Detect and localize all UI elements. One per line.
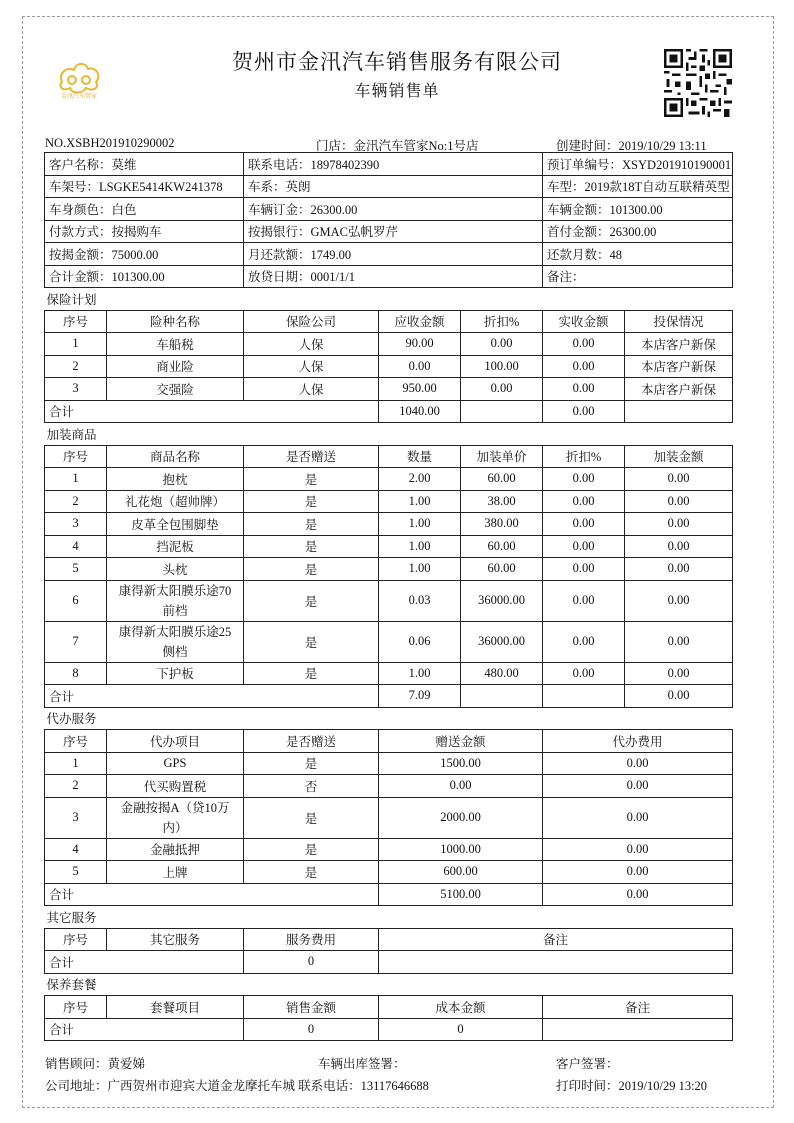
cell: 0.00: [543, 513, 625, 536]
car-deposit: 车辆订金：26300.00: [244, 198, 543, 221]
col-header: 序号: [45, 310, 107, 333]
total-row: [45, 400, 733, 423]
cell: 是: [244, 468, 379, 491]
cell: 0.00: [543, 468, 625, 491]
cell: [543, 1018, 733, 1041]
sales-advisor: 销售顾问：黄爱娣: [45, 1057, 146, 1071]
total-label: 合计: [45, 400, 379, 423]
cell: 5: [45, 558, 107, 581]
loan-amount: 按揭金额：75000.00: [45, 243, 244, 266]
cell: 0.00: [543, 838, 733, 861]
cell: [461, 400, 543, 423]
table-row: [45, 355, 733, 378]
table-row: [45, 558, 733, 581]
cell: 1: [45, 752, 107, 775]
store-name: 门店：金汛汽车管家No:1号店: [316, 139, 479, 153]
table-row: [45, 752, 733, 775]
col-header: 销售金额: [244, 996, 379, 1019]
total-receivable: 1040.00: [379, 400, 461, 423]
cell: 0.00: [543, 490, 625, 513]
cell: 3: [45, 513, 107, 536]
cell: 挡泥板: [107, 535, 244, 558]
cell: 人保: [244, 333, 379, 356]
col-header: 序号: [45, 996, 107, 1019]
cell: 1000.00: [379, 838, 543, 861]
cell: 0.00: [625, 580, 733, 621]
cell: 金融按揭A（贷10万内）: [107, 797, 244, 838]
customer-name: 客户名称：莫维: [45, 153, 244, 176]
cell: 0.00: [625, 468, 733, 491]
cell: 7: [45, 621, 107, 662]
table-row: [45, 797, 733, 838]
total-received: 0.00: [543, 400, 625, 423]
cell: 0.00: [543, 621, 625, 662]
table-row: [45, 490, 733, 513]
cell: 2: [45, 775, 107, 798]
cell: 本店客户新保: [625, 333, 733, 356]
total-row: [45, 685, 733, 708]
cell: 头枕: [107, 558, 244, 581]
table-row: [45, 838, 733, 861]
cell: 1: [45, 333, 107, 356]
cell: 是: [244, 861, 379, 884]
col-header: 代办项目: [107, 730, 244, 753]
repayment-months: 还款月数：48: [543, 243, 733, 266]
cell: 车船税: [107, 333, 244, 356]
other-header: [45, 928, 733, 951]
print-time: 打印时间：2019/10/29 13:20: [556, 1079, 708, 1093]
cell: 0.00: [625, 513, 733, 536]
cell: 1500.00: [379, 752, 543, 775]
customer-signature: 客户签署：: [556, 1057, 619, 1071]
col-header: 折扣%: [461, 310, 543, 333]
cell: 0.00: [379, 355, 461, 378]
cell: 1.00: [379, 535, 461, 558]
total-accessory-amount: 0.00: [625, 685, 733, 708]
cell: 38.00: [461, 490, 543, 513]
col-header: 应收金额: [379, 310, 461, 333]
company-title: 贺州市金汛汽车销售服务有限公司: [232, 50, 562, 74]
cell: 是: [244, 535, 379, 558]
cell: 上牌: [107, 861, 244, 884]
cell: 本店客户新保: [625, 355, 733, 378]
remark: 备注：: [543, 265, 733, 288]
form-title: 车辆销售单: [354, 83, 440, 100]
cell: 康得新太阳膜乐途25侧档: [107, 621, 244, 662]
col-header: 加装单价: [461, 445, 543, 468]
cell: 下护板: [107, 662, 244, 685]
table-row: [45, 621, 733, 662]
total-label: 合计: [45, 951, 244, 974]
company-address: 公司地址：广西贺州市迎宾大道金龙摩托车城 联系电话：13117646688: [45, 1079, 429, 1093]
payment-method: 付款方式：按揭购车: [45, 220, 244, 243]
cell: 6: [45, 580, 107, 621]
vin-number: 车架号：LSGKE5414KW241378: [45, 175, 244, 198]
cell: 金融抵押: [107, 838, 244, 861]
cell: 950.00: [379, 378, 461, 401]
cell: 0.00: [543, 775, 733, 798]
car-price: 车辆金额：101300.00: [543, 198, 733, 221]
col-header: 赠送金额: [379, 730, 543, 753]
cell: 人保: [244, 355, 379, 378]
col-header: 是否赠送: [244, 730, 379, 753]
cell: 0.00: [461, 333, 543, 356]
body-color: 车身颜色：白色: [45, 198, 244, 221]
table-row: [45, 580, 733, 621]
info-row: [45, 175, 733, 198]
cell: 0.00: [543, 861, 733, 884]
col-header: 服务费用: [244, 928, 379, 951]
total-sales-amount: 0: [244, 1018, 379, 1041]
cell: 90.00: [379, 333, 461, 356]
cell: 3: [45, 378, 107, 401]
total-row: [45, 951, 733, 974]
cell: 60.00: [461, 535, 543, 558]
table-row: [45, 861, 733, 884]
cell: 0.00: [543, 378, 625, 401]
cell: 0.00: [543, 752, 733, 775]
cell: 是: [244, 558, 379, 581]
col-header: 序号: [45, 445, 107, 468]
total-label: 合计: [45, 883, 379, 906]
cell: 8: [45, 662, 107, 685]
cell: [461, 685, 543, 708]
cell: 4: [45, 838, 107, 861]
col-header: 险种名称: [107, 310, 244, 333]
cell: [543, 685, 625, 708]
col-header: 成本金额: [379, 996, 543, 1019]
monthly-payment: 月还款额：1749.00: [244, 243, 543, 266]
col-header: 是否赠送: [244, 445, 379, 468]
cell: 0.00: [461, 378, 543, 401]
insurance-header: [45, 310, 733, 333]
cell: 60.00: [461, 558, 543, 581]
total-label: 合计: [45, 1018, 244, 1041]
total-row: [45, 883, 733, 906]
cell: 商业险: [107, 355, 244, 378]
car-model: 车型：2019款18T自动互联精英型: [543, 175, 733, 198]
mortgage-bank: 按揭银行：GMAC弘帆罗芹: [244, 220, 543, 243]
col-header: 序号: [45, 928, 107, 951]
info-row: [45, 153, 733, 176]
cell: 抱枕: [107, 468, 244, 491]
cell: 0.00: [543, 355, 625, 378]
agency-header: [45, 730, 733, 753]
cell: 5: [45, 861, 107, 884]
cell: 是: [244, 752, 379, 775]
col-header: 加装金额: [625, 445, 733, 468]
cell: 2: [45, 490, 107, 513]
cell: 600.00: [379, 861, 543, 884]
cell: 60.00: [461, 468, 543, 491]
table-row: [45, 468, 733, 491]
car-series: 车系：英朗: [244, 175, 543, 198]
table-row: [45, 775, 733, 798]
cell: 0.00: [543, 580, 625, 621]
cell: 0.00: [625, 535, 733, 558]
cell: 1: [45, 468, 107, 491]
maintenance-header: [45, 996, 733, 1019]
cell: 是: [244, 838, 379, 861]
cell: 康得新太阳膜乐途70前档: [107, 580, 244, 621]
col-header: 序号: [45, 730, 107, 753]
cell: 380.00: [461, 513, 543, 536]
info-row: [45, 265, 733, 288]
cell: 是: [244, 662, 379, 685]
col-header: 数量: [379, 445, 461, 468]
cell: 本店客户新保: [625, 378, 733, 401]
order-number: NO.XSBH201910290002: [45, 136, 175, 150]
col-header: 代办费用: [543, 730, 733, 753]
cell: 2000.00: [379, 797, 543, 838]
cell: 0.00: [379, 775, 543, 798]
total-label: 合计: [45, 685, 379, 708]
col-header: 套餐项目: [107, 996, 244, 1019]
cell: 0.00: [543, 662, 625, 685]
cell: 2.00: [379, 468, 461, 491]
col-header: 实收金额: [543, 310, 625, 333]
sales-order-table: [44, 152, 733, 1041]
cell: 0.00: [625, 621, 733, 662]
cell: 1.00: [379, 513, 461, 536]
table-row: [45, 513, 733, 536]
cell: GPS: [107, 752, 244, 775]
col-header: 投保情况: [625, 310, 733, 333]
contact-phone: 联系电话：18978402390: [244, 153, 543, 176]
info-row: [45, 220, 733, 243]
cell: 代买购置税: [107, 775, 244, 798]
col-header: 商品名称: [107, 445, 244, 468]
cell: 是: [244, 513, 379, 536]
cell: 0.03: [379, 580, 461, 621]
cell: 0.00: [543, 797, 733, 838]
col-header: 其它服务: [107, 928, 244, 951]
col-header: 折扣%: [543, 445, 625, 468]
info-row: [45, 243, 733, 266]
cell: 0.00: [543, 333, 625, 356]
cell: 否: [244, 775, 379, 798]
table-row: [45, 535, 733, 558]
release-date: 放贷日期：0001/1/1: [244, 265, 543, 288]
cell: 0.06: [379, 621, 461, 662]
total-row: [45, 1018, 733, 1041]
down-payment: 首付金额：26300.00: [543, 220, 733, 243]
cell: 1.00: [379, 490, 461, 513]
info-row: [45, 198, 733, 221]
cell: 1.00: [379, 558, 461, 581]
cell: 0.00: [543, 558, 625, 581]
cell: 0.00: [625, 662, 733, 685]
cell: 是: [244, 797, 379, 838]
cell: 人保: [244, 378, 379, 401]
total-service-fee: 0: [244, 951, 379, 974]
preorder-number: 预订单编号：XSYD201910190001: [543, 153, 733, 176]
cell: 3: [45, 797, 107, 838]
total-amount: 合计金额：101300.00: [45, 265, 244, 288]
cell: 是: [244, 621, 379, 662]
cell: 480.00: [461, 662, 543, 685]
section-other: 其它服务: [45, 906, 733, 929]
total-quantity: 7.09: [379, 685, 461, 708]
cell: 皮革全包围脚垫: [107, 513, 244, 536]
table-row: [45, 662, 733, 685]
section-accessories: 加装商品: [45, 423, 733, 446]
cell: 是: [244, 490, 379, 513]
table-row: [45, 333, 733, 356]
cell: 1.00: [379, 662, 461, 685]
cell: 交强险: [107, 378, 244, 401]
cell: 是: [244, 580, 379, 621]
cell: 4: [45, 535, 107, 558]
section-insurance: 保险计划: [45, 288, 733, 311]
total-cost-amount: 0: [379, 1018, 543, 1041]
col-header: 保险公司: [244, 310, 379, 333]
cell: 0.00: [543, 535, 625, 558]
total-agency-fee: 0.00: [543, 883, 733, 906]
cell: 2: [45, 355, 107, 378]
cell: 100.00: [461, 355, 543, 378]
cell: 0.00: [625, 490, 733, 513]
cell: 36000.00: [461, 580, 543, 621]
total-gift-amount: 5100.00: [379, 883, 543, 906]
col-header: 备注: [543, 996, 733, 1019]
created-time: 创建时间：2019/10/29 13:11: [556, 139, 707, 153]
cell: [625, 400, 733, 423]
cell: 0.00: [625, 558, 733, 581]
section-agency: 代办服务: [45, 707, 733, 730]
accessories-header: [45, 445, 733, 468]
cell: 36000.00: [461, 621, 543, 662]
cell: [379, 951, 733, 974]
table-row: [45, 378, 733, 401]
col-header: 备注: [379, 928, 733, 951]
exit-signature: 车辆出库签署：: [318, 1057, 406, 1071]
logo-text: 金汛汽车管家: [60, 93, 98, 100]
section-maintenance: 保养套餐: [45, 973, 733, 996]
cell: 礼花炮（超帅牌）: [107, 490, 244, 513]
